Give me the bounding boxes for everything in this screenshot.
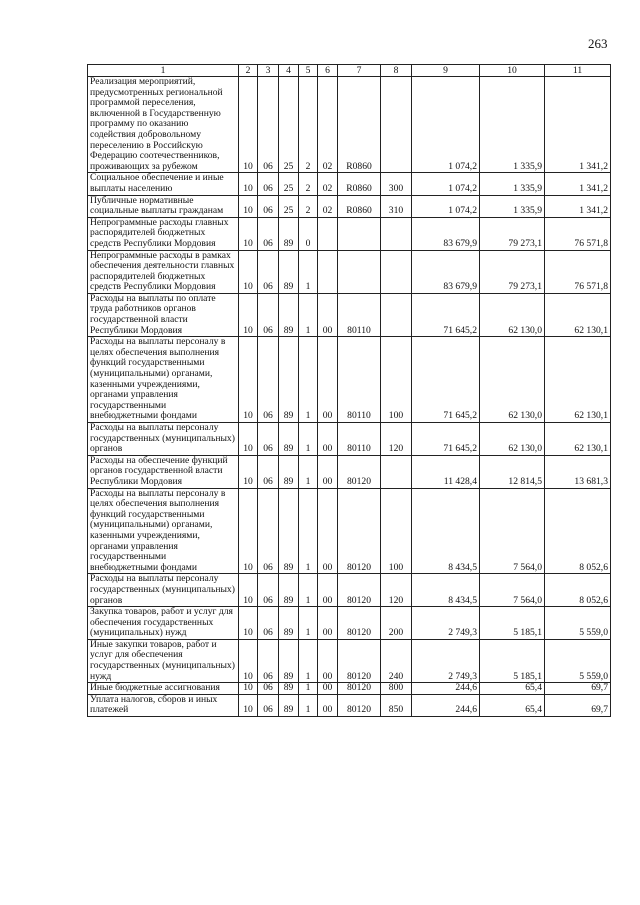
- table-cell: 00: [318, 683, 338, 695]
- table-cell: 2 749,3: [412, 639, 480, 682]
- table-cell: R0860: [338, 77, 381, 173]
- table-cell: 83 679,9: [412, 217, 480, 250]
- table-cell: 10: [239, 455, 258, 488]
- table-cell: 71 645,2: [412, 423, 480, 456]
- column-header: 8: [381, 65, 412, 77]
- table-cell: 76 571,8: [545, 250, 611, 293]
- table-cell: 62 130,1: [545, 293, 611, 336]
- table-cell: 62 130,0: [480, 293, 545, 336]
- table-cell: 69,7: [545, 694, 611, 716]
- table-cell: 02: [318, 77, 338, 173]
- table-cell: 120: [381, 574, 412, 607]
- row-name-cell: Непрограммные расходы главных распорядителей бюджетных средств Республики Мордовия: [88, 217, 239, 250]
- table-cell: 89: [279, 293, 299, 336]
- table-cell: [381, 77, 412, 173]
- row-name-cell: Расходы на выплаты по оплате труда работников органов государственной власти Республики Мордовия: [88, 293, 239, 336]
- table-cell: 62 130,0: [480, 337, 545, 423]
- table-row: [88, 423, 611, 456]
- table-cell: 1 074,2: [412, 173, 480, 195]
- table-cell: 310: [381, 195, 412, 217]
- row-name-cell: Расходы на выплаты персоналу в целях обеспечения выполнения функций государственными (муниципальными) органами, казенными учреждениями, органами управления государственными внебюджетными фондами: [88, 337, 239, 423]
- table-cell: [338, 250, 381, 293]
- table-cell: 0: [299, 217, 318, 250]
- table-cell: R0860: [338, 195, 381, 217]
- table-cell: 1 335,9: [480, 173, 545, 195]
- table-cell: 100: [381, 488, 412, 574]
- page-number: 263: [588, 36, 608, 51]
- table-row: [88, 639, 611, 682]
- table-cell: 06: [258, 488, 279, 574]
- table-cell: 1 335,9: [480, 77, 545, 173]
- table-cell: 80120: [338, 694, 381, 716]
- table-row: [88, 694, 611, 716]
- table-cell: 1: [299, 488, 318, 574]
- table-cell: 240: [381, 639, 412, 682]
- table-cell: 200: [381, 607, 412, 640]
- table-cell: 1 074,2: [412, 195, 480, 217]
- table-cell: 89: [279, 455, 299, 488]
- table-cell: 120: [381, 423, 412, 456]
- table-cell: 65,4: [480, 694, 545, 716]
- table-cell: 10: [239, 574, 258, 607]
- row-name-cell: Расходы на обеспечение функций органов государственной власти Республики Мордовия: [88, 455, 239, 488]
- table-row: [88, 77, 611, 173]
- budget-table: [87, 64, 611, 717]
- table-cell: 5 185,1: [480, 607, 545, 640]
- table-cell: 62 130,1: [545, 337, 611, 423]
- table-cell: 1: [299, 574, 318, 607]
- table-cell: 80110: [338, 337, 381, 423]
- table-cell: 244,6: [412, 683, 480, 695]
- table-cell: [381, 293, 412, 336]
- table-cell: 10: [239, 195, 258, 217]
- table-cell: 800: [381, 683, 412, 695]
- table-row: [88, 293, 611, 336]
- row-name-cell: Расходы на выплаты персоналу в целях обеспечения выполнения функций государственными (муниципальными) органами, казенными учреждениями, органами управления государственными внебюджетными фондами: [88, 488, 239, 574]
- table-cell: 13 681,3: [545, 455, 611, 488]
- table-cell: 10: [239, 488, 258, 574]
- row-name-cell: Закупка товаров, работ и услуг для обеспечения государственных (муниципальных) нужд: [88, 607, 239, 640]
- table-cell: 1 341,2: [545, 173, 611, 195]
- table-cell: 06: [258, 694, 279, 716]
- table-cell: 10: [239, 173, 258, 195]
- row-name-cell: Уплата налогов, сборов и иных платежей: [88, 694, 239, 716]
- table-cell: 8 434,5: [412, 574, 480, 607]
- table-cell: 00: [318, 574, 338, 607]
- column-header: 11: [545, 65, 611, 77]
- column-header: 7: [338, 65, 381, 77]
- table-cell: 00: [318, 607, 338, 640]
- table-cell: R0860: [338, 173, 381, 195]
- table-cell: 80110: [338, 423, 381, 456]
- table-cell: 2: [299, 173, 318, 195]
- table-cell: 06: [258, 683, 279, 695]
- table-cell: [381, 217, 412, 250]
- row-name-cell: Иные бюджетные ассигнования: [88, 683, 239, 695]
- table-cell: 10: [239, 694, 258, 716]
- table-cell: 06: [258, 217, 279, 250]
- table-cell: 8 434,5: [412, 488, 480, 574]
- table-cell: 00: [318, 639, 338, 682]
- table-cell: 69,7: [545, 683, 611, 695]
- table-cell: 76 571,8: [545, 217, 611, 250]
- table-row: [88, 337, 611, 423]
- table-cell: 89: [279, 488, 299, 574]
- table-cell: 89: [279, 694, 299, 716]
- table-cell: 8 052,6: [545, 488, 611, 574]
- column-header: 5: [299, 65, 318, 77]
- table-cell: 00: [318, 694, 338, 716]
- table-cell: 00: [318, 293, 338, 336]
- table-cell: 06: [258, 574, 279, 607]
- table-cell: 80120: [338, 639, 381, 682]
- table-cell: 12 814,5: [480, 455, 545, 488]
- column-header: 9: [412, 65, 480, 77]
- table-cell: 10: [239, 77, 258, 173]
- table-cell: 10: [239, 607, 258, 640]
- table-cell: [318, 250, 338, 293]
- row-name-cell: Непрограммные расходы в рамках обеспечения деятельности главных распорядителей бюджетных средств Республики Мордовия: [88, 250, 239, 293]
- table-cell: 62 130,1: [545, 423, 611, 456]
- table-row: [88, 195, 611, 217]
- table-row: [88, 488, 611, 574]
- table-row: [88, 217, 611, 250]
- row-name-cell: Публичные нормативные социальные выплаты гражданам: [88, 195, 239, 217]
- table-cell: 00: [318, 337, 338, 423]
- table-cell: 1: [299, 250, 318, 293]
- table-cell: 06: [258, 293, 279, 336]
- table-cell: 10: [239, 337, 258, 423]
- table-cell: [381, 455, 412, 488]
- table-cell: 1: [299, 694, 318, 716]
- table-cell: 25: [279, 77, 299, 173]
- table-cell: [318, 217, 338, 250]
- table-row: [88, 173, 611, 195]
- column-header: 1: [88, 65, 239, 77]
- table-cell: 71 645,2: [412, 293, 480, 336]
- table-row: [88, 250, 611, 293]
- table-cell: 89: [279, 423, 299, 456]
- column-header: 6: [318, 65, 338, 77]
- table-cell: 89: [279, 607, 299, 640]
- table-cell: 89: [279, 683, 299, 695]
- table-cell: 06: [258, 423, 279, 456]
- table-cell: 80120: [338, 574, 381, 607]
- table-cell: 300: [381, 173, 412, 195]
- table-cell: 62 130,0: [480, 423, 545, 456]
- column-header: 3: [258, 65, 279, 77]
- table-cell: 100: [381, 337, 412, 423]
- table-cell: 5 559,0: [545, 607, 611, 640]
- table-cell: [381, 250, 412, 293]
- table-cell: 89: [279, 217, 299, 250]
- table-cell: 7 564,0: [480, 574, 545, 607]
- table-cell: 8 052,6: [545, 574, 611, 607]
- table-cell: 10: [239, 293, 258, 336]
- table-cell: 7 564,0: [480, 488, 545, 574]
- table-cell: 25: [279, 173, 299, 195]
- table-cell: 10: [239, 639, 258, 682]
- table-cell: 1: [299, 423, 318, 456]
- table-cell: 80120: [338, 607, 381, 640]
- table-cell: 00: [318, 423, 338, 456]
- table-cell: 89: [279, 574, 299, 607]
- table-cell: 5 185,1: [480, 639, 545, 682]
- table-cell: 25: [279, 195, 299, 217]
- row-name-cell: Иные закупки товаров, работ и услуг для обеспечения государственных (муниципальных) нужд: [88, 639, 239, 682]
- row-name-cell: Расходы на выплаты персоналу государственных (муниципальных) органов: [88, 423, 239, 456]
- table-cell: 02: [318, 195, 338, 217]
- table-cell: 1: [299, 607, 318, 640]
- table-cell: 2 749,3: [412, 607, 480, 640]
- table-cell: 80120: [338, 488, 381, 574]
- table-cell: 06: [258, 77, 279, 173]
- table-cell: 850: [381, 694, 412, 716]
- table-cell: 80120: [338, 455, 381, 488]
- table-cell: 83 679,9: [412, 250, 480, 293]
- column-header: 4: [279, 65, 299, 77]
- row-name-cell: Социальное обеспечение и иные выплаты населению: [88, 173, 239, 195]
- table-row: [88, 455, 611, 488]
- table-cell: 1 335,9: [480, 195, 545, 217]
- table-cell: 06: [258, 455, 279, 488]
- table-cell: 00: [318, 455, 338, 488]
- table-cell: 06: [258, 607, 279, 640]
- table-body: [88, 77, 611, 717]
- table-cell: 1: [299, 639, 318, 682]
- column-header: 10: [480, 65, 545, 77]
- table-header-row: [88, 65, 611, 77]
- table-cell: 1: [299, 683, 318, 695]
- table-cell: 1 074,2: [412, 77, 480, 173]
- table-cell: 10: [239, 217, 258, 250]
- table-cell: 1: [299, 293, 318, 336]
- table-cell: 80110: [338, 293, 381, 336]
- table-cell: 1: [299, 337, 318, 423]
- table-cell: 89: [279, 639, 299, 682]
- table-cell: 2: [299, 77, 318, 173]
- table-row: [88, 683, 611, 695]
- table-cell: 06: [258, 250, 279, 293]
- table-cell: 65,4: [480, 683, 545, 695]
- row-name-cell: Реализация мероприятий, предусмотренных региональной программой переселения, включенной в Государственную программу по оказанию содействия добровольному переселению в Российскую Федерацию соотечественников, проживающих за рубежом: [88, 77, 239, 173]
- table-cell: 1 341,2: [545, 195, 611, 217]
- table-cell: 00: [318, 488, 338, 574]
- table-cell: 89: [279, 250, 299, 293]
- table-cell: 10: [239, 250, 258, 293]
- table-cell: 10: [239, 683, 258, 695]
- table-cell: 10: [239, 423, 258, 456]
- table-cell: 02: [318, 173, 338, 195]
- table-cell: 06: [258, 173, 279, 195]
- row-name-cell: Расходы на выплаты персоналу государственных (муниципальных) органов: [88, 574, 239, 607]
- table-cell: 5 559,0: [545, 639, 611, 682]
- table-cell: 2: [299, 195, 318, 217]
- table-cell: [338, 217, 381, 250]
- table-cell: 11 428,4: [412, 455, 480, 488]
- table-row: [88, 574, 611, 607]
- table-cell: 244,6: [412, 694, 480, 716]
- table-cell: 06: [258, 639, 279, 682]
- table-cell: 06: [258, 195, 279, 217]
- table-cell: 71 645,2: [412, 337, 480, 423]
- table-cell: 79 273,1: [480, 217, 545, 250]
- table-cell: 79 273,1: [480, 250, 545, 293]
- table-cell: 89: [279, 337, 299, 423]
- table-cell: 1: [299, 455, 318, 488]
- table-row: [88, 607, 611, 640]
- column-header: 2: [239, 65, 258, 77]
- table-cell: 80120: [338, 683, 381, 695]
- table-cell: 1 341,2: [545, 77, 611, 173]
- table-cell: 06: [258, 337, 279, 423]
